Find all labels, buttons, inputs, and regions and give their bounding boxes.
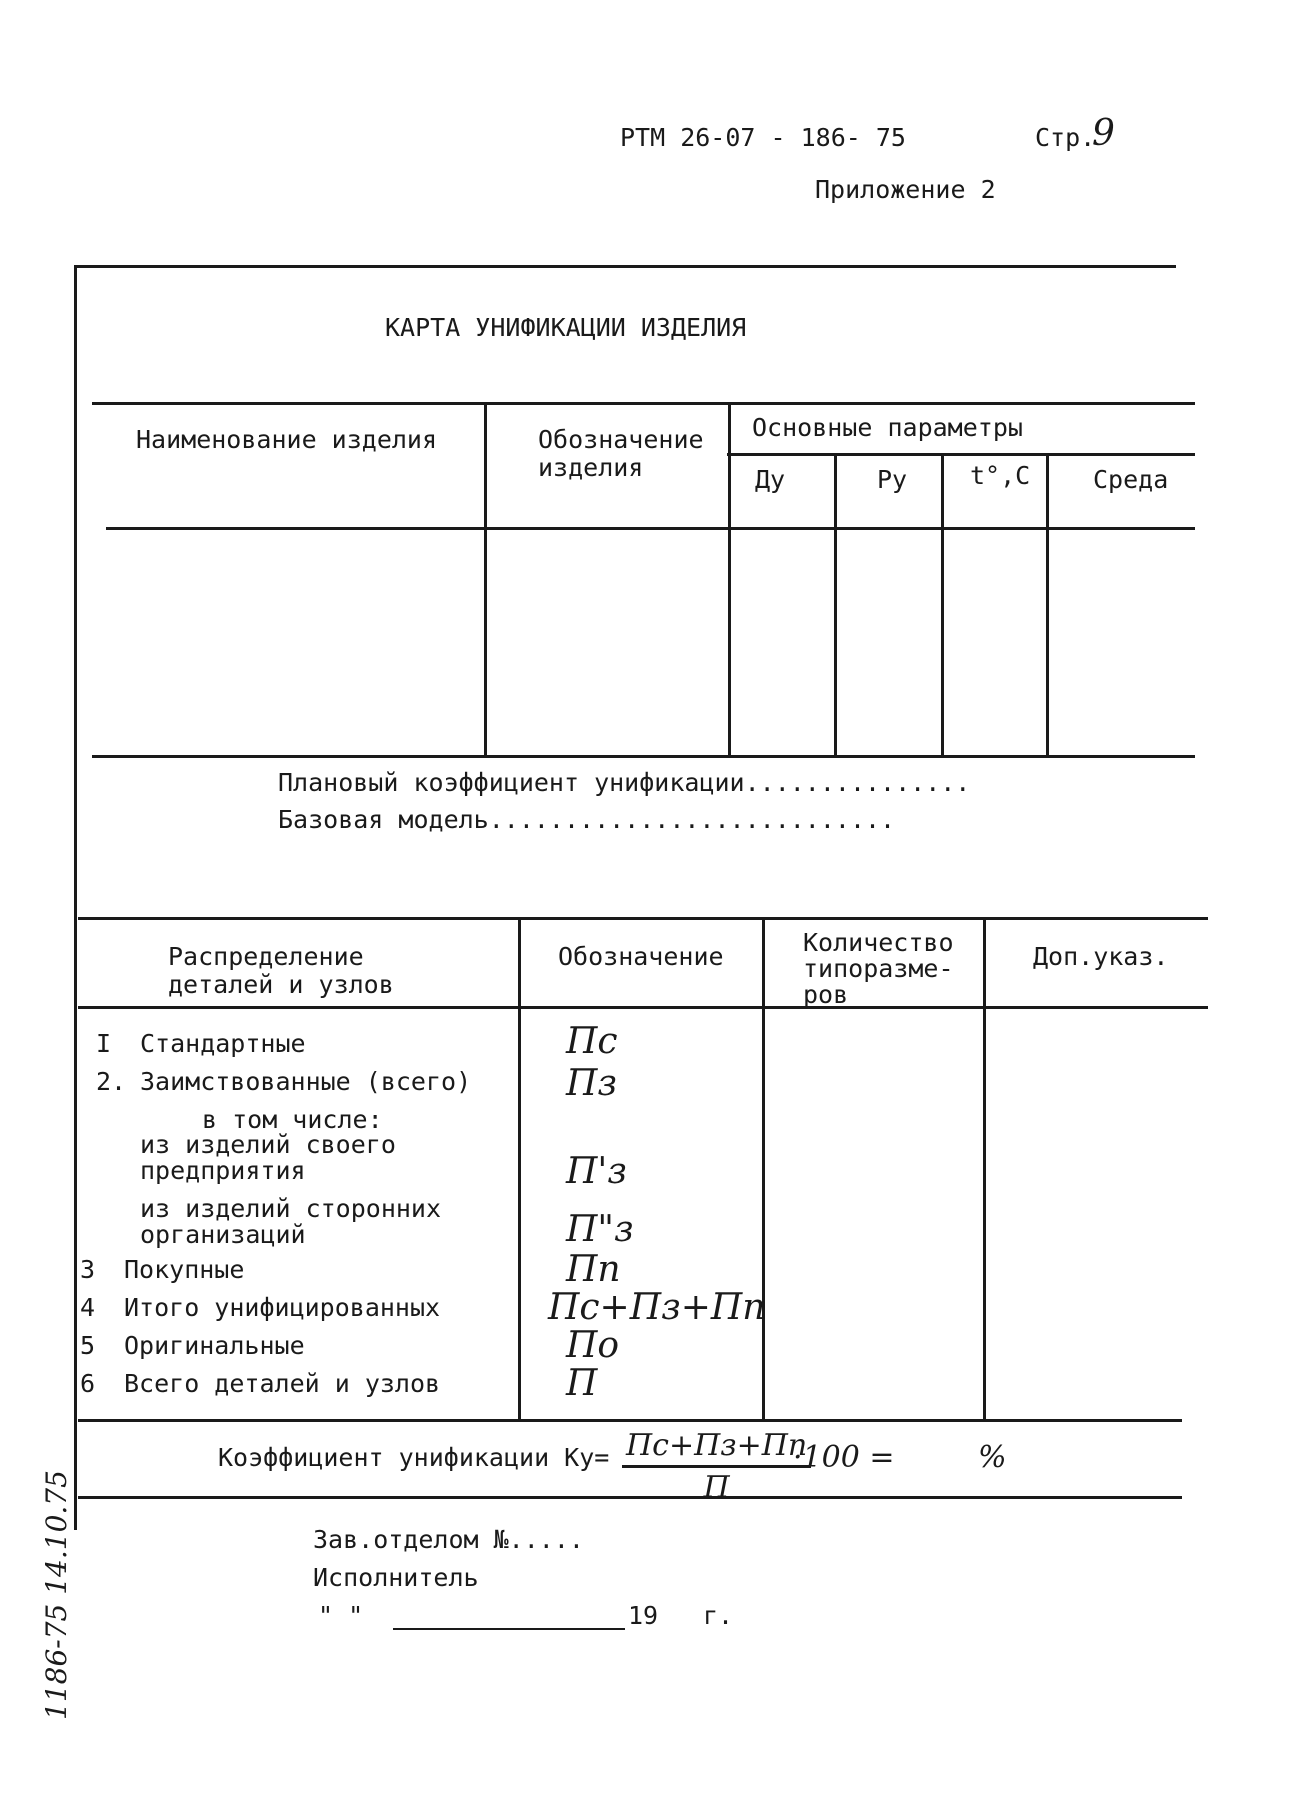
col-header-product-designation: Обозначение изделия <box>538 425 704 482</box>
date-underline <box>393 1628 625 1630</box>
dist-table-header-bottom <box>78 1006 1208 1009</box>
formula-denominator: П <box>703 1470 730 1505</box>
symbol-borrowed: Пз <box>566 1063 618 1104</box>
date-year: 19 <box>628 1601 659 1630</box>
row-label-all-parts: Всего деталей и узлов <box>124 1369 441 1398</box>
card-title: КАРТА УНИФИКАЦИИ ИЗДЕЛИЯ <box>385 313 747 342</box>
row-label-purchased: Покупные <box>124 1255 245 1284</box>
row-label-original: Оригинальные <box>124 1331 305 1360</box>
department-head-line: Зав.отделом №..... <box>313 1525 584 1554</box>
page-number: 9 <box>1092 113 1115 154</box>
row-label-total-unified: Итого унифицированных <box>124 1293 441 1322</box>
row-number: 3 <box>80 1255 96 1284</box>
param-temperature: t°,С <box>970 461 1031 490</box>
planned-coefficient-line: Плановый коэффициент унификации............... <box>278 768 971 797</box>
symbol-standard: Пс <box>566 1021 618 1062</box>
page-label: Стр. <box>1035 123 1096 152</box>
frame-left-line <box>74 265 77 1530</box>
appendix-label: Приложение 2 <box>815 175 996 204</box>
row-number: I <box>96 1029 112 1058</box>
product-col-line-2 <box>728 402 731 757</box>
symbol-third-party: П"з <box>566 1209 634 1250</box>
row-label-third-party: из изделий сторонних организаций <box>140 1194 442 1249</box>
col-header-main-params: Основные параметры <box>752 413 1023 442</box>
product-col-line-1 <box>484 402 487 757</box>
product-col-line-4 <box>941 453 944 757</box>
product-table-bottom-line <box>92 755 1195 758</box>
row-number: 2. <box>96 1067 127 1096</box>
param-ru: Ру <box>877 465 908 494</box>
col-header-distribution: Распределение деталей и узлов <box>168 942 394 999</box>
params-divider-line <box>727 453 1195 456</box>
param-du: Ду <box>755 465 786 494</box>
product-col-line-5 <box>1046 453 1049 757</box>
row-label-standard: Стандартные <box>140 1029 306 1058</box>
symbol-all-parts: П <box>566 1363 598 1404</box>
row-label-own-enterprise: из изделий своего предприятия <box>140 1130 396 1185</box>
col-header-product-name: Наименование изделия <box>136 425 438 454</box>
symbol-original: По <box>566 1325 620 1366</box>
executor-line: Исполнитель <box>313 1563 479 1592</box>
symbol-purchased: Пп <box>566 1249 621 1290</box>
formula-tail: ·100 = <box>793 1440 895 1475</box>
dist-col-line-1 <box>518 917 521 1422</box>
row-number: 5 <box>80 1331 96 1360</box>
row-label-borrowed: Заимствованные (всего) <box>140 1067 472 1096</box>
base-model-line: Базовая модель........................... <box>278 805 896 834</box>
param-medium: Среда <box>1093 465 1169 494</box>
dist-table-top-line <box>78 917 1208 920</box>
dist-col-line-3 <box>983 917 986 1422</box>
date-year-suffix: г. <box>703 1601 734 1630</box>
product-table-top-line <box>92 402 1195 405</box>
margin-registration-note: 1186-75 14.10.75 <box>40 1470 73 1720</box>
col-header-designation: Обозначение <box>558 942 724 971</box>
formula-label: Коэффициент унификации Ку= <box>218 1443 610 1472</box>
symbol-own-enterprise: П'з <box>566 1151 627 1192</box>
formula-numerator: Пс+Пз+Пп <box>622 1428 811 1468</box>
col-header-count: Количество типоразме-ров <box>803 928 954 1009</box>
frame-top-line <box>76 265 1176 268</box>
document-code: РТМ 26-07 - 186- 75 <box>620 123 906 152</box>
formula-fraction <box>622 1428 811 1505</box>
product-table-header-bottom <box>106 527 1195 530</box>
symbol-total-unified: Пс+Пз+Пп <box>548 1287 766 1328</box>
formula-percent: % <box>978 1440 1007 1475</box>
col-header-extra: Доп.указ. <box>1033 942 1169 971</box>
dist-table-bottom-line <box>78 1419 1182 1422</box>
row-number: 6 <box>80 1369 96 1398</box>
row-number: 4 <box>80 1293 96 1322</box>
row-label-including: в том числе: <box>202 1105 383 1134</box>
date-quotes: " " <box>318 1601 364 1630</box>
dist-col-line-2 <box>762 917 765 1422</box>
product-col-line-3 <box>834 453 837 757</box>
